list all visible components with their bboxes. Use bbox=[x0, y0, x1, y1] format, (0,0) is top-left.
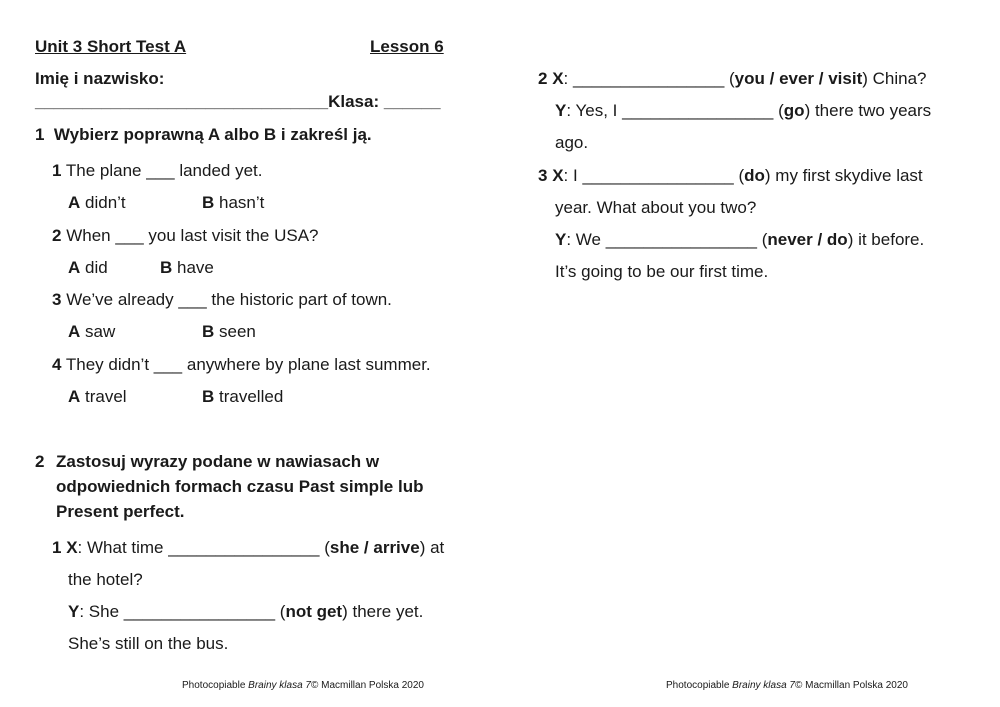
ex2-item-number: 3 bbox=[538, 166, 548, 185]
verb-hint: go bbox=[783, 101, 805, 120]
verb-hint: do bbox=[744, 166, 765, 185]
ex1-question bbox=[52, 161, 263, 181]
option-letter: B bbox=[202, 193, 215, 212]
sentence-text: ) China? bbox=[862, 69, 927, 88]
exercise2-instruction-line: Zastosuj wyrazy podane w nawiasach w bbox=[56, 452, 380, 471]
option-letter: B bbox=[160, 258, 173, 277]
exercise1-instruction: Wybierz poprawną A albo B i zakreśl ją. bbox=[53, 125, 372, 144]
sentence-text: ) at bbox=[419, 538, 445, 557]
answer-blank[interactable]: ________________ bbox=[582, 166, 734, 185]
ex1-item-number: 1 bbox=[52, 161, 62, 180]
option-text: did bbox=[85, 258, 108, 277]
name-class-line bbox=[35, 92, 441, 112]
sentence-continuation: She’s still on the bus. bbox=[68, 634, 229, 653]
verb-hint: never / do bbox=[767, 230, 848, 249]
speaker-x: X bbox=[552, 166, 564, 185]
ex1-question-text: When ___ you last visit the USA? bbox=[66, 226, 319, 245]
ex1-item-number: 3 bbox=[52, 290, 62, 309]
option-text: hasn’t bbox=[219, 193, 265, 212]
option-letter: A bbox=[68, 322, 81, 341]
footer-prefix: Photocopiable bbox=[182, 680, 249, 691]
sentence-continuation: ago. bbox=[555, 133, 589, 152]
lesson-label: Lesson 6 bbox=[370, 37, 444, 56]
sentence-text: : bbox=[563, 69, 573, 88]
answer-blank[interactable]: ________________ bbox=[605, 230, 757, 249]
class-blank: ______ bbox=[383, 92, 441, 111]
ex1-option-b[interactable] bbox=[202, 193, 264, 213]
sentence-text: : She bbox=[79, 602, 124, 621]
ex1-question bbox=[52, 290, 392, 310]
ex2-item-number: 1 bbox=[52, 538, 62, 557]
sentence-text: : We bbox=[566, 230, 606, 249]
exercise2-instruction-line: odpowiednich formach czasu Past simple lub bbox=[56, 477, 424, 496]
class-label: Klasa: bbox=[328, 92, 380, 111]
verb-hint: not get bbox=[285, 602, 343, 621]
option-letter: B bbox=[202, 322, 215, 341]
footer-suffix: © Macmillan Polska 2020 bbox=[310, 680, 424, 691]
ex1-option-a[interactable] bbox=[68, 322, 115, 342]
option-text: saw bbox=[85, 322, 116, 341]
answer-blank[interactable]: ________________ bbox=[622, 101, 774, 120]
footer-left bbox=[182, 680, 424, 691]
option-text: seen bbox=[219, 322, 256, 341]
name-label: Imię i nazwisko: bbox=[35, 69, 165, 88]
ex1-option-a[interactable] bbox=[68, 387, 127, 407]
footer-suffix: © Macmillan Polska 2020 bbox=[794, 680, 908, 691]
ex2-item3-y-line: Y: We ________________ (never / do) it before. bbox=[555, 230, 925, 249]
ex1-option-a[interactable] bbox=[68, 193, 126, 213]
footer-prefix: Photocopiable bbox=[666, 680, 733, 691]
option-text: travelled bbox=[219, 387, 284, 406]
exercise2-number: 2 bbox=[35, 452, 45, 471]
speaker-x: X bbox=[66, 538, 78, 557]
ex1-question-text: We’ve already ___ the historic part of town. bbox=[66, 290, 392, 309]
footer-book: Brainy klasa 7 bbox=[248, 680, 311, 691]
footer-right bbox=[666, 680, 908, 691]
speaker-y: Y bbox=[68, 602, 80, 621]
ex1-option-b[interactable] bbox=[160, 258, 214, 278]
sentence-text: : Yes, I bbox=[566, 101, 623, 120]
answer-blank[interactable]: ________________ bbox=[123, 602, 276, 621]
exercise1-number: 1 bbox=[35, 125, 45, 144]
sentence-text: ) my first skydive last bbox=[764, 166, 923, 185]
ex2-item2-x-line: 2 X: ________________ (you / ever / visit) China? bbox=[538, 69, 927, 88]
name-blank: _______________________________ bbox=[35, 92, 329, 111]
sentence-continuation: the hotel? bbox=[68, 570, 143, 589]
speaker-y: Y bbox=[555, 101, 567, 120]
exercise1-heading bbox=[35, 125, 372, 145]
answer-blank[interactable]: ________________ bbox=[168, 538, 320, 557]
ex2-item2-y-line: Y: Yes, I ________________ (go) there two years bbox=[555, 101, 932, 120]
option-letter: A bbox=[68, 258, 81, 277]
answer-blank[interactable]: ________________ bbox=[573, 69, 725, 88]
speaker-x: X bbox=[552, 69, 564, 88]
sentence-text: ) there two years bbox=[804, 101, 932, 120]
ex2-item1-y-line: Y: She ________________ (not get) there yet. bbox=[68, 602, 424, 621]
ex2-item3-x-line: 3 X: I ________________ (do) my first skydive last bbox=[538, 166, 923, 185]
option-text: have bbox=[177, 258, 214, 277]
sentence-text: : I bbox=[563, 166, 583, 185]
verb-hint: you / ever / visit bbox=[734, 69, 863, 88]
option-letter: A bbox=[68, 387, 81, 406]
verb-hint: she / arrive bbox=[329, 538, 420, 557]
ex1-item-number: 2 bbox=[52, 226, 62, 245]
option-text: travel bbox=[85, 387, 127, 406]
ex1-option-b[interactable] bbox=[202, 322, 256, 342]
sentence-text: : What time bbox=[77, 538, 169, 557]
ex1-item-number: 4 bbox=[52, 355, 62, 374]
option-letter: A bbox=[68, 193, 81, 212]
ex1-option-b[interactable] bbox=[202, 387, 283, 407]
sentence-text: ) it before. bbox=[847, 230, 925, 249]
ex2-item-number: 2 bbox=[538, 69, 548, 88]
sentence-continuation: year. What about you two? bbox=[555, 198, 757, 217]
ex1-question bbox=[52, 226, 319, 246]
option-letter: B bbox=[202, 387, 215, 406]
sentence-text: ) there yet. bbox=[342, 602, 424, 621]
ex1-option-a[interactable] bbox=[68, 258, 108, 278]
exercise2-instruction-line: Present perfect. bbox=[56, 502, 185, 521]
unit-title: Unit 3 Short Test A bbox=[35, 37, 187, 56]
footer-book: Brainy klasa 7 bbox=[732, 680, 795, 691]
ex1-question-text: They didn’t ___ anywhere by plane last summer. bbox=[65, 355, 431, 374]
option-text: didn’t bbox=[85, 193, 126, 212]
ex1-question-text: The plane ___ landed yet. bbox=[65, 161, 263, 180]
ex1-question bbox=[52, 355, 431, 375]
speaker-y: Y bbox=[555, 230, 567, 249]
sentence-continuation: It’s going to be our first time. bbox=[555, 262, 769, 281]
ex2-item1-x-line: 1 X: What time ________________ (she / arrive) at bbox=[52, 538, 445, 557]
